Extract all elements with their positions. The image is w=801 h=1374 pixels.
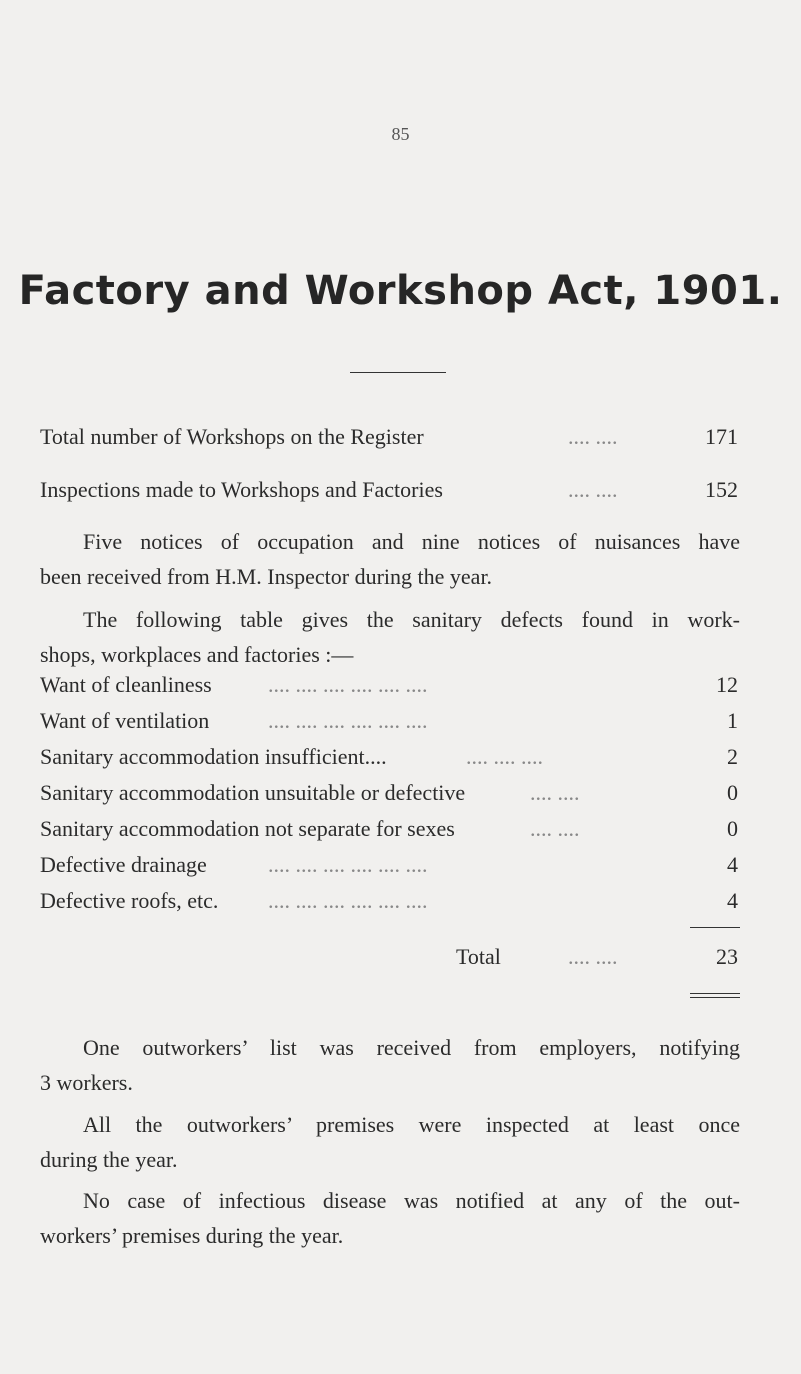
paragraph-line: shops, workplaces and factories :— xyxy=(40,642,354,667)
total-label: Total xyxy=(456,944,501,969)
leader-dots: .... .... .... .... .... .... xyxy=(268,708,428,733)
leader-dots: .... .... .... .... .... .... xyxy=(268,888,428,913)
paragraph-line: workers’ premises during the year. xyxy=(40,1223,344,1248)
defect-count: 12 xyxy=(716,672,738,697)
defect-count: 0 xyxy=(727,780,738,805)
defect-label: Sanitary accommodation unsuitable or defective xyxy=(40,780,466,805)
defect-label: Want of cleanliness xyxy=(40,672,212,697)
paragraph-line: during the year. xyxy=(40,1147,178,1172)
paragraph-line: The following table gives the sanitary defects found in work- xyxy=(83,607,740,632)
leader-dots: .... .... xyxy=(530,816,580,841)
summary-value: 171 xyxy=(705,424,738,449)
paragraph-line: All the outworkers’ premises were inspected at least once xyxy=(83,1112,740,1137)
paragraph-notices xyxy=(40,524,740,594)
page-number: 85 xyxy=(391,124,410,144)
summary-label: Total number of Workshops on the Register xyxy=(40,424,424,449)
table-row xyxy=(40,886,740,916)
paragraph-line: Five notices of occupation and nine notices of nuisances have xyxy=(83,529,740,554)
paragraph-table-intro xyxy=(40,602,740,672)
summary-row-workshops xyxy=(40,422,740,452)
summary-value: 152 xyxy=(705,477,738,502)
defect-label: Want of ventilation xyxy=(40,708,210,733)
defect-label: Defective roofs, etc. xyxy=(40,888,219,913)
leader-dots: .... .... xyxy=(530,780,580,805)
table-row xyxy=(40,706,740,736)
defect-count: 4 xyxy=(727,888,738,913)
defect-label: Defective drainage xyxy=(40,852,207,877)
title-divider xyxy=(350,372,446,373)
table-row xyxy=(40,670,740,700)
paragraph-inspected xyxy=(40,1107,740,1177)
paragraph-infectious xyxy=(40,1183,740,1253)
table-row xyxy=(40,742,740,772)
table-total-row xyxy=(40,942,740,972)
page-title: Factory and Workshop Act, 1901. xyxy=(18,268,783,314)
double-rule xyxy=(690,993,740,998)
defect-count: 2 xyxy=(727,744,738,769)
leader-dots: .... .... .... xyxy=(466,744,543,769)
defect-count: 4 xyxy=(727,852,738,877)
defect-label: Sanitary accommodation not separate for sexes xyxy=(40,816,455,841)
leader-dots: .... .... xyxy=(568,424,618,449)
sum-rule xyxy=(690,927,740,928)
paragraph-line: No case of infectious disease was notified at any of the out- xyxy=(83,1188,740,1213)
leader-dots: .... .... xyxy=(568,477,618,502)
paragraph-line: One outworkers’ list was received from employers, notifying xyxy=(83,1035,740,1060)
table-row xyxy=(40,814,740,844)
table-row xyxy=(40,778,740,808)
paragraph-line: been received from H.M. Inspector during the year. xyxy=(40,564,493,589)
leader-dots: .... .... xyxy=(568,944,618,969)
total-value: 23 xyxy=(716,944,738,969)
paragraph-outworkers-list xyxy=(40,1030,740,1100)
defect-count: 0 xyxy=(727,816,738,841)
defect-count: 1 xyxy=(727,708,738,733)
summary-label: Inspections made to Workshops and Factories xyxy=(40,477,443,502)
leader-dots: .... .... .... .... .... .... xyxy=(268,672,428,697)
leader-dots: .... .... .... .... .... .... xyxy=(268,852,428,877)
summary-row-inspections xyxy=(40,475,740,505)
table-row xyxy=(40,850,740,880)
defect-label: Sanitary accommodation insufficient.... xyxy=(40,744,387,769)
paragraph-line: 3 workers. xyxy=(40,1070,133,1095)
